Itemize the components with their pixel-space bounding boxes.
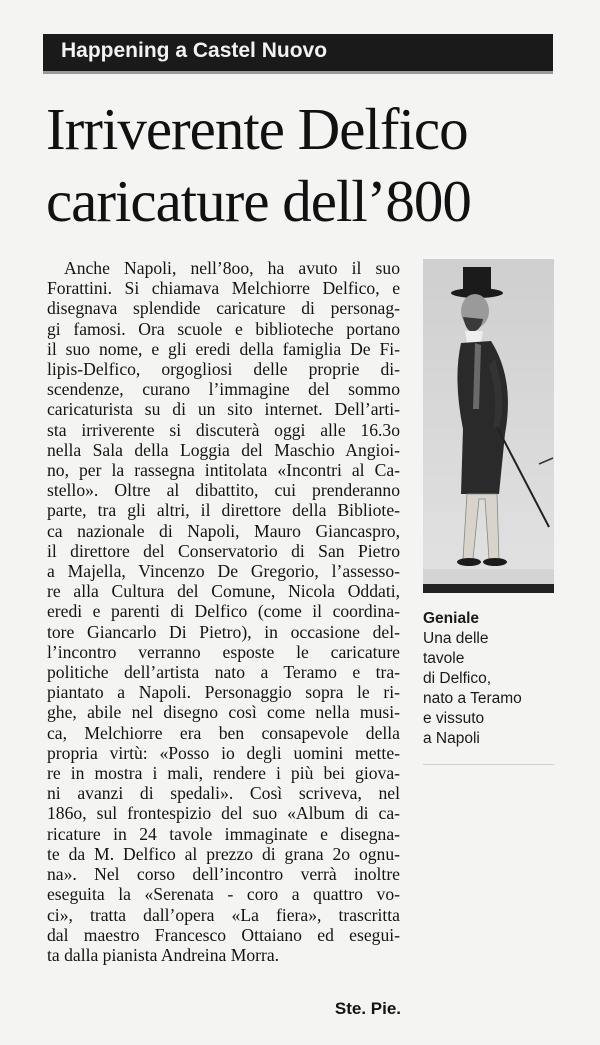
body-line: Anche Napoli, nell’8oo, ha avuto il suo	[64, 258, 400, 278]
caption-title: Geniale	[423, 610, 479, 627]
body-line: stello». Oltre al dibattito, cui prenderanno	[47, 480, 400, 501]
caption-line: a Napoli	[423, 730, 480, 747]
body-line: sta irriverente si discuterà oggi alle 16.3o	[47, 419, 400, 440]
body-line: te da M. Delfico al prezzo di grana 2o ognu-	[47, 843, 400, 864]
headline-line-2: caricature dell’800	[46, 168, 471, 234]
body-line: piantato a Napoli. Personaggio sopra le ri-	[47, 682, 400, 703]
caption-line: nato a Teramo	[423, 690, 522, 707]
body-line: no, per la rassegna intitolata «Incontri al Ca-	[47, 460, 400, 481]
body-line: ricature in 24 tavole immaginate e disegna-	[47, 823, 400, 844]
caption-line: e vissuto	[423, 710, 485, 727]
body-line: dal maestro Francesco Ottaiano ed esegui-	[47, 924, 400, 945]
article-headline	[46, 93, 566, 237]
body-line: l’incontro verranno esposte le caricature	[47, 641, 400, 662]
body-line: gi famosi. Ora scuole e biblioteche portano	[47, 318, 400, 339]
image-caption	[423, 609, 563, 749]
caption-line: tavole	[423, 650, 465, 667]
body-line: parte, tra gli altri, il direttore della Bibliote-	[47, 500, 400, 521]
body-line: caricaturista su di un sito internet. Dell’arti-	[47, 399, 400, 420]
body-line: ni avanzi di spedali». Così scriveva, nel	[47, 783, 400, 804]
body-line: eredi e parenti di Delfico (come il coordina-	[47, 601, 400, 622]
body-line: disegnava splendide caricature di personag-	[47, 298, 400, 319]
body-line: ghe, abile nel disegno così come nella musi-	[47, 702, 400, 723]
body-line: ca nazionale di Napoli, Mauro Giancaspro,	[47, 520, 400, 541]
body-line: tore Giancarlo Di Pietro), in occasione del-	[47, 621, 400, 642]
headline-line-1: Irriverente Delfico	[46, 96, 468, 162]
body-line: ca, Melchiorre era ben consapevole della	[47, 722, 400, 743]
image-bottom-border	[423, 584, 554, 593]
caption-line: Una delle	[423, 630, 489, 647]
kicker-label: Happening a Castel Nuovo	[61, 39, 328, 62]
body-line: scendenze, curano l’immagine del sommo	[47, 379, 400, 400]
body-line: lipis-Delfico, orgogliosi delle proprie di-	[47, 359, 400, 380]
body-line: a Majella, Vincenzo De Gregorio, l’assesso-	[47, 561, 400, 582]
column-divider	[423, 764, 554, 765]
body-line: politiche dell’artista nato a Teramo e tra-	[47, 662, 400, 683]
body-line: na». Nel corso dell’incontro verrà inoltre	[47, 864, 400, 885]
body-line: nella Sala della Loggia del Maschio Angioi-	[47, 439, 400, 460]
body-line: re in mostra i mali, rendere i più bei giova-	[47, 763, 400, 784]
body-line: propria virtù: «Posso io degli uomini mette-	[47, 742, 400, 763]
body-line: Forattini. Si chiamava Melchiorre Delfico, e	[47, 278, 400, 299]
body-line: il suo nome, e gli eredi della famiglia De Fi-	[47, 338, 400, 359]
article-body	[47, 258, 400, 965]
body-line: 186o, sul frontespizio del suo «Album di ca-	[47, 803, 400, 824]
caricature-image	[423, 259, 554, 593]
body-line: re alla Cultura del Comune, Nicola Oddati,	[47, 581, 400, 602]
author-byline: Ste. Pie.	[334, 999, 401, 1018]
caption-line: di Delfico,	[423, 670, 492, 687]
body-line: il direttore del Conservatorio di San Pietro	[47, 540, 400, 561]
body-line: eseguita la «Serenata - coro a quattro vo-	[47, 884, 400, 905]
section-kicker	[43, 34, 553, 74]
caricature-illustration	[423, 259, 554, 593]
body-line: ta dalla pianista Andreina Morra.	[47, 944, 280, 965]
body-line: ci», tratta dall’opera «La fiera», trascritta	[47, 904, 400, 925]
